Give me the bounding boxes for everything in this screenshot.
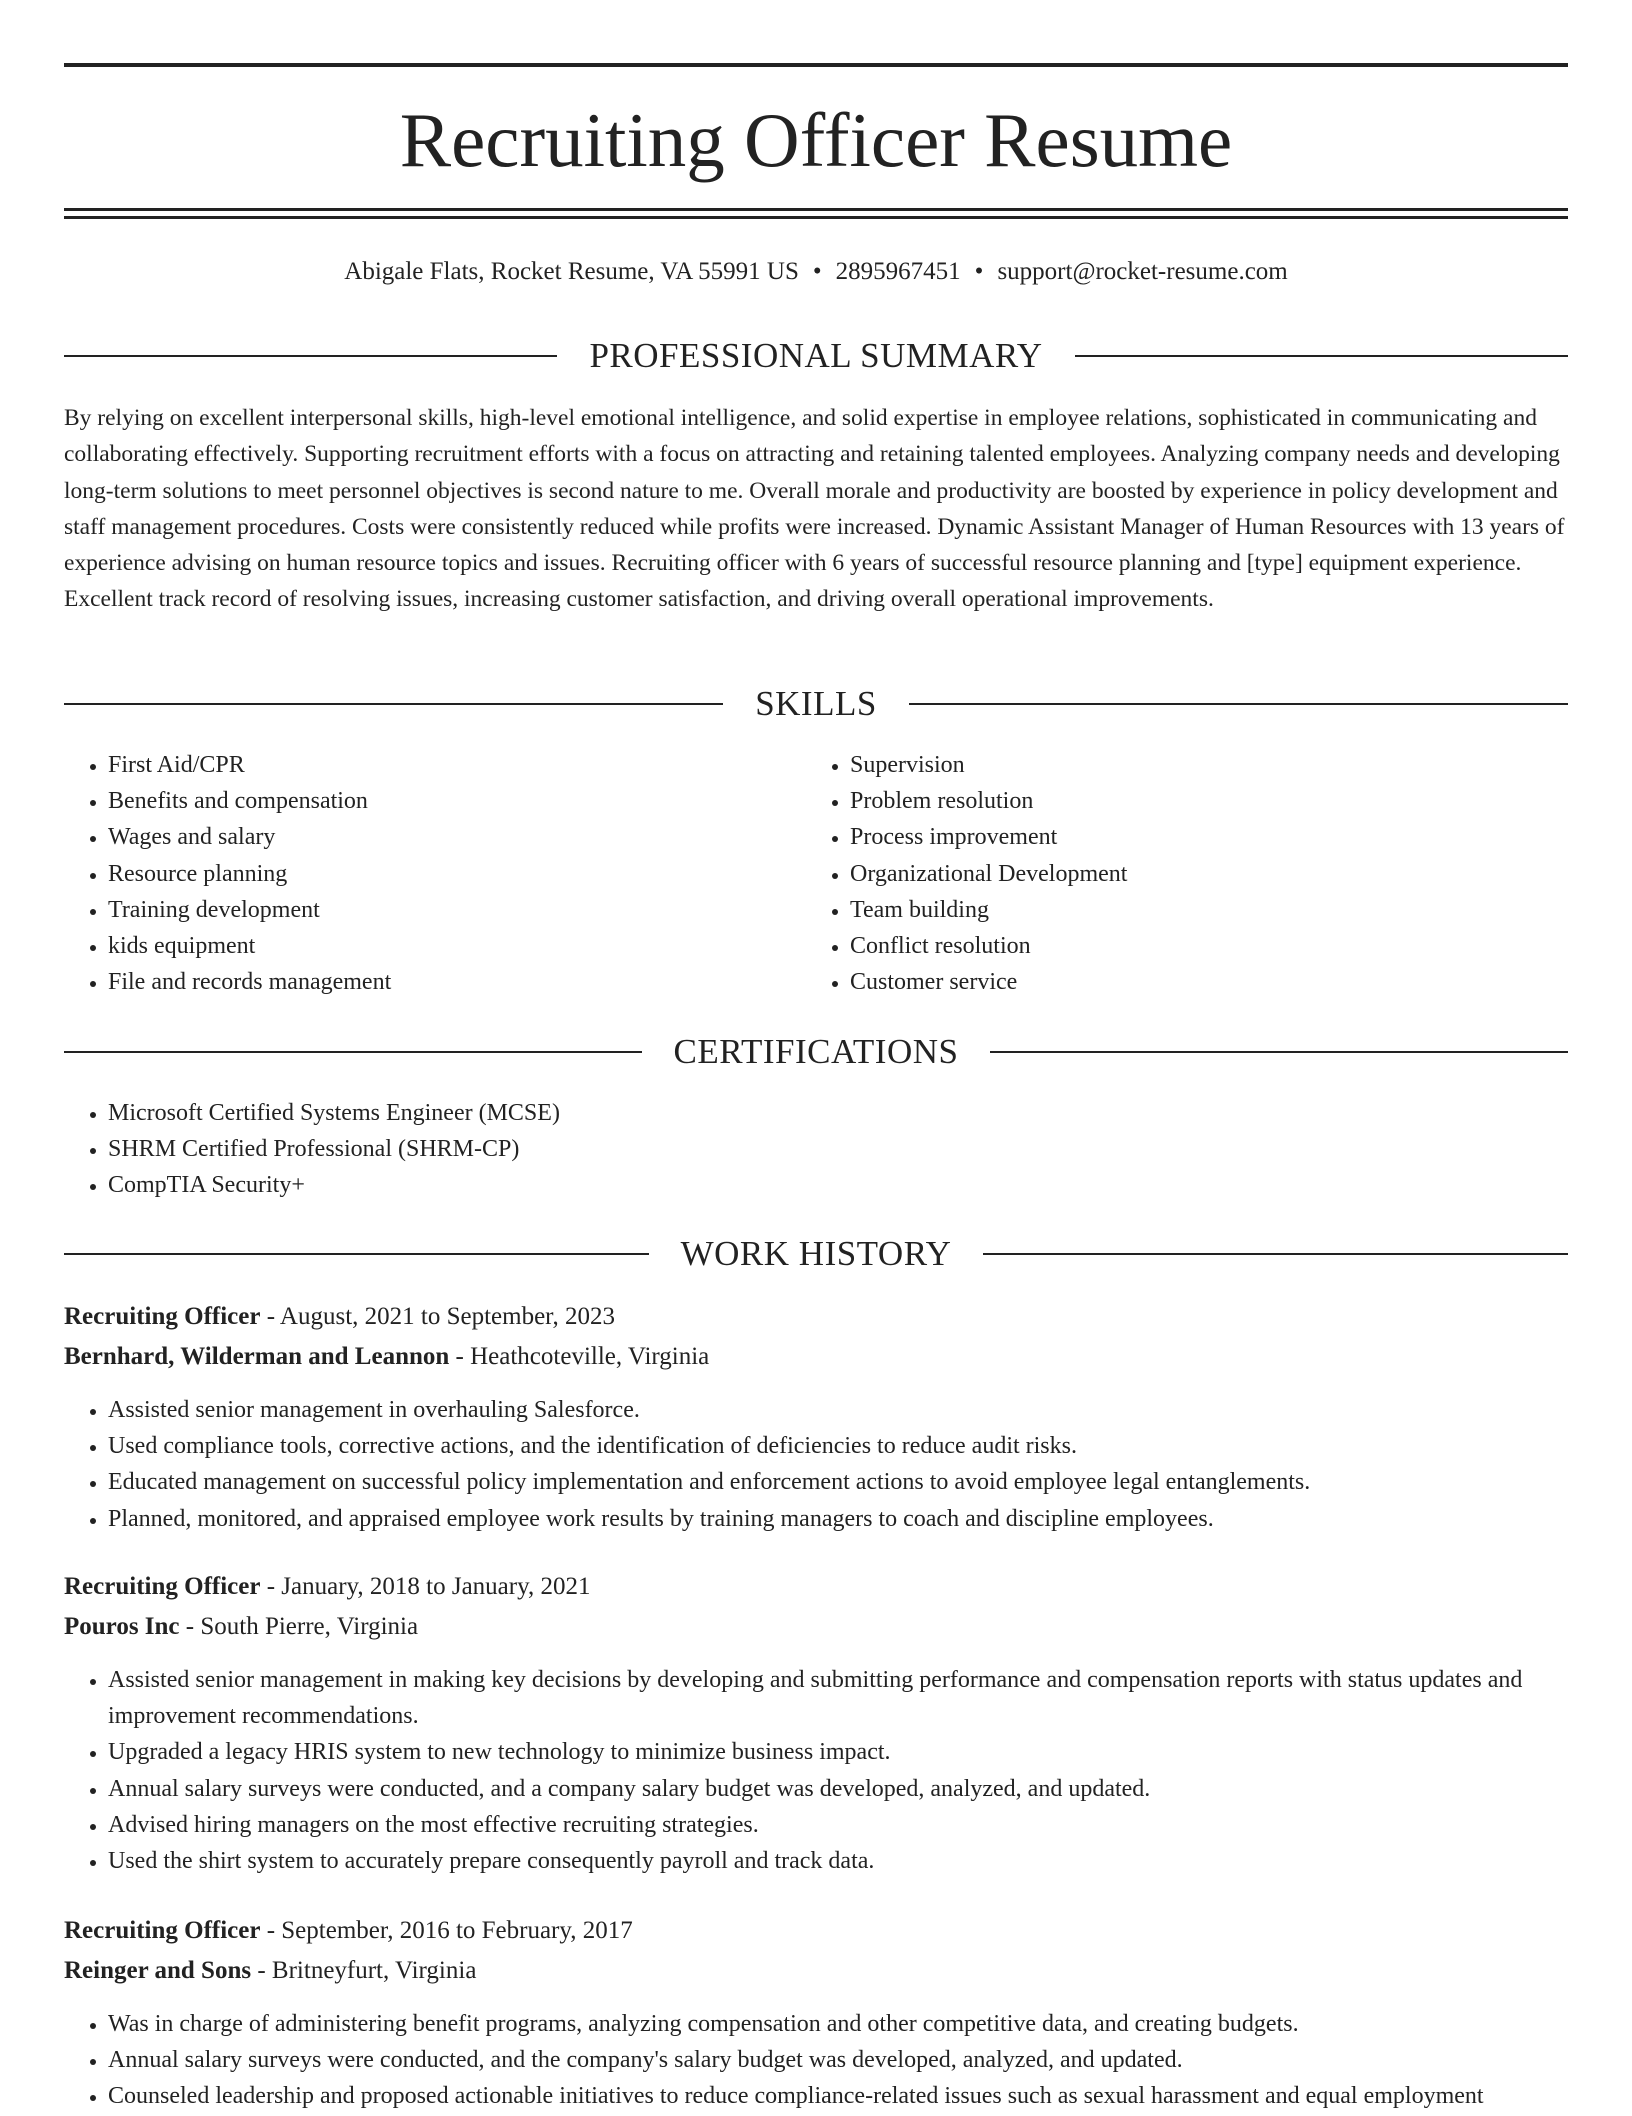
header-double-rule-upper — [64, 208, 1568, 211]
job-title: Recruiting Officer — [64, 1573, 261, 1600]
contact-separator: • — [812, 258, 822, 285]
header-double-rule-lower — [64, 216, 1568, 219]
skill-item: • Training development — [108, 892, 808, 928]
job-bullet: • Counseled leadership and proposed actionable initiatives to reduce compliance-related issues such as sexual harassment and equal employment — [108, 2078, 1568, 2114]
job-bullet: • Assisted senior management in making key decisions by developing and submitting performance and compensation reports with status updates and improvement recommendations. — [108, 1662, 1568, 1734]
job-company-line: Reinger and Sons - Britneyfurt, Virginia — [64, 1957, 477, 1984]
skill-item: • Benefits and compensation — [108, 783, 808, 819]
section-rule-right — [1075, 355, 1568, 357]
skill-item: • kids equipment — [108, 928, 808, 964]
certifications-heading: CERTIFICATIONS — [673, 1032, 959, 1071]
section-rule-left — [64, 1051, 642, 1053]
skill-item: • Wages and salary — [108, 819, 808, 855]
job-bullet: • Was in charge of administering benefit programs, analyzing compensation and other competitive data, and creating budgets. — [108, 2006, 1568, 2042]
job-dates: August, 2021 to September, 2023 — [279, 1303, 615, 1330]
contact-line — [64, 255, 1568, 289]
job-title-line: Recruiting Officer - January, 2018 to January, 2021 — [64, 1573, 591, 1600]
skill-item: • Process improvement — [850, 819, 1550, 855]
skill-item: • Organizational Development — [850, 856, 1550, 892]
job-company: Bernhard, Wilderman and Leannon — [64, 1343, 450, 1370]
job-bullet: • Annual salary surveys were conducted, and the company's salary budget was developed, analyzed, and updated. — [108, 2042, 1568, 2078]
section-rule-right — [990, 1051, 1568, 1053]
certifications-section-header — [64, 1030, 1568, 1074]
job-bullets — [64, 1392, 1568, 1537]
job-location: Heathcoteville, Virginia — [470, 1343, 710, 1370]
job-title-line: Recruiting Officer - September, 2016 to February, 2017 — [64, 1917, 633, 1944]
certifications-list — [64, 1095, 1568, 1204]
section-rule-left — [64, 1253, 649, 1255]
job-bullet: • Annual salary surveys were conducted, and a company salary budget was developed, analyzed, and updated. — [108, 1771, 1568, 1807]
summary-section-header — [64, 334, 1568, 378]
job-title-line: Recruiting Officer - August, 2021 to September, 2023 — [64, 1303, 615, 1330]
certification-item: • Microsoft Certified Systems Engineer (MCSE) — [108, 1095, 1568, 1131]
contact-address: Abigale Flats, Rocket Resume, VA 55991 US — [344, 258, 799, 285]
job-dates: January, 2018 to January, 2021 — [281, 1573, 591, 1600]
job-dates: September, 2016 to February, 2017 — [281, 1917, 633, 1944]
job-bullet: • Used compliance tools, corrective actions, and the identification of deficiencies to reduce audit risks. — [108, 1428, 1568, 1464]
job-bullet: • Assisted senior management in overhauling Salesforce. — [108, 1392, 1568, 1428]
section-rule-left — [64, 703, 723, 705]
job-title: Recruiting Officer — [64, 1917, 261, 1944]
skills-heading: SKILLS — [755, 684, 877, 723]
skill-item: • Supervision — [850, 747, 1550, 783]
certification-item: • CompTIA Security+ — [108, 1167, 1568, 1203]
job-location: Britneyfurt, Virginia — [271, 1957, 477, 1984]
job-bullets — [64, 2006, 1568, 2115]
work-history-section-header — [64, 1232, 1568, 1276]
contact-separator: • — [974, 258, 984, 285]
skill-item: • Customer service — [850, 964, 1550, 1000]
skills-section-header — [64, 682, 1568, 726]
skills-list-right — [806, 747, 1550, 1000]
skill-item: • Team building — [850, 892, 1550, 928]
skill-item: • First Aid/CPR — [108, 747, 808, 783]
resume-title: Recruiting Officer Resume — [399, 97, 1233, 183]
header-top-rule — [64, 63, 1568, 67]
section-rule-right — [983, 1253, 1568, 1255]
summary-heading: PROFESSIONAL SUMMARY — [589, 336, 1043, 375]
skills-list-left — [64, 747, 808, 1000]
job-company-line: Bernhard, Wilderman and Leannon - Heathcoteville, Virginia — [64, 1343, 710, 1370]
job-bullet: • Advised hiring managers on the most effective recruiting strategies. — [108, 1807, 1568, 1843]
job-company: Pouros Inc — [64, 1613, 180, 1640]
job-bullets — [64, 1662, 1568, 1879]
summary-text: By relying on excellent interpersonal skills, high-level emotional intelligence, and solid expertise in employee relations, sophisticated in communicating and collaborating effectively. Supporting recruitment efforts with a focus on attracting and retaining talented employees. Analyzing company needs and developing long-term solutions to meet personnel objectives is second nature to me. Overall morale and productivity are boosted by experience in policy development and staff management procedures. Costs were consistently reduced while profits were increased. Dynamic Assistant Manager of Human Resources with 13 years of experience advising on human resource topics and issues. Recruiting officer with 6 years of successful resource planning and [type] equipment experience. Excellent track record of resolving issues, increasing customer satisfaction, and driving overall operational improvements. — [64, 405, 1565, 613]
job-bullet: • Educated management on successful policy implementation and enforcement actions to avoid employee legal entanglements. — [108, 1464, 1568, 1500]
section-rule-left — [64, 355, 557, 357]
job-company: Reinger and Sons — [64, 1957, 252, 1984]
skill-item: • Conflict resolution — [850, 928, 1550, 964]
contact-email: support@rocket-resume.com — [997, 258, 1288, 285]
certification-item: • SHRM Certified Professional (SHRM-CP) — [108, 1131, 1568, 1167]
job-title: Recruiting Officer — [64, 1303, 261, 1330]
contact-phone: 2895967451 — [835, 258, 961, 285]
work-history-heading: WORK HISTORY — [680, 1234, 952, 1273]
skill-item: • Problem resolution — [850, 783, 1550, 819]
job-bullet: • Upgraded a legacy HRIS system to new technology to minimize business impact. — [108, 1734, 1568, 1770]
skill-item: • File and records management — [108, 964, 808, 1000]
job-location: South Pierre, Virginia — [200, 1613, 419, 1640]
section-rule-right — [909, 703, 1568, 705]
skill-item: • Resource planning — [108, 856, 808, 892]
job-company-line: Pouros Inc - South Pierre, Virginia — [64, 1613, 419, 1640]
job-bullet: • Planned, monitored, and appraised employee work results by training managers to coach and discipline employees. — [108, 1501, 1568, 1537]
job-bullet: • Used the shirt system to accurately prepare consequently payroll and track data. — [108, 1843, 1568, 1879]
